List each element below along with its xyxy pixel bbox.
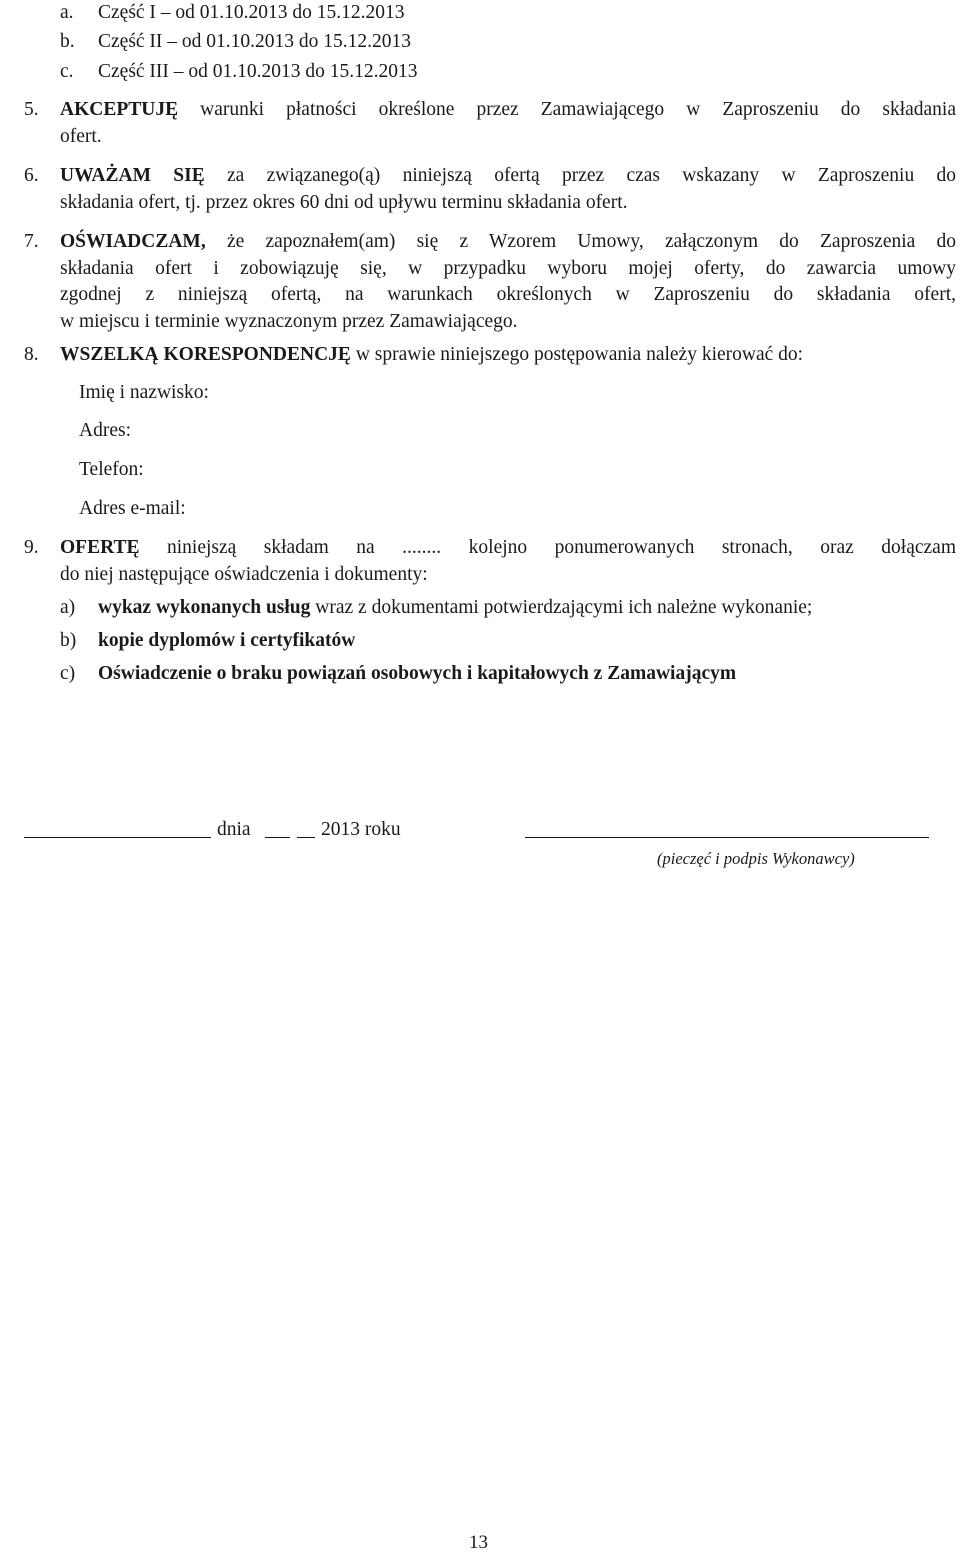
field-name-label: Imię i nazwisko:	[79, 382, 209, 403]
item-5-bold: AKCEPTUJĘ	[60, 99, 179, 120]
doc-a-text	[98, 595, 812, 621]
doc-a-rest: wraz z dokumentami potwierdzającymi ich należne wykonanie;	[315, 597, 813, 618]
place-blank-line	[24, 837, 211, 838]
doc-c-marker: c)	[60, 663, 76, 684]
item-7-text-1: że zapoznałem(am) się z Wzorem Umowy, załączonym do Zaproszenia do	[226, 231, 957, 252]
item-7-number: 7.	[24, 231, 39, 252]
item-9-bold: OFERTĘ	[60, 537, 140, 558]
part-a-text: Część I – od 01.10.2013 do 15.12.2013	[98, 2, 405, 23]
doc-b-text: kopie dyplomów i certyfikatów	[98, 630, 356, 651]
item-8-number: 8.	[24, 344, 39, 365]
field-address-label: Adres:	[79, 420, 131, 441]
part-c-marker: c.	[60, 61, 74, 82]
item-8-bold: WSZELKĄ KORESPONDENCJĘ	[60, 344, 351, 365]
item-9-line-1	[60, 535, 956, 561]
part-c-text: Część III – od 01.10.2013 do 15.12.2013	[98, 61, 418, 82]
item-7-line-3: zgodnej z niniejszą ofertą, na warunkach określonych w Zaproszeniu do składania ofert,	[60, 284, 956, 305]
doc-b-marker: b)	[60, 630, 77, 651]
signature-blank-line	[525, 837, 929, 838]
item-7-line-2: składania ofert i zobowiązuję się, w przypadku wyboru mojej oferty, do zawarcia umowy	[60, 258, 956, 279]
field-phone-label: Telefon:	[79, 459, 144, 480]
doc-c-text: Oświadczenie o braku powiązań osobowych i kapitałowych z Zamawiającym	[98, 663, 737, 684]
doc-a-bold: wykaz wykonanych usług	[98, 597, 311, 618]
signature-caption: (pieczęć i podpis Wykonawcy)	[657, 849, 855, 868]
item-6-text-1: za związanego(ą) niniejszą ofertą przez czas wskazany w Zaproszeniu do	[227, 165, 957, 186]
item-9-line-2: do niej następujące oświadczenia i dokumenty:	[60, 564, 428, 585]
item-9-text-1: niniejszą składam na ........ kolejno ponumerowanych stronach, oraz dołączam	[167, 537, 957, 558]
item-7-line-4: w miejscu i terminie wyznaczonym przez Zamawiającego.	[60, 311, 518, 332]
item-8-line-1	[60, 342, 803, 368]
item-8-text: w sprawie niniejszego postępowania należy kierować do:	[355, 344, 804, 365]
item-7-line-1	[60, 229, 956, 255]
day-label: dnia	[217, 819, 251, 840]
year-label: 2013 roku	[321, 819, 401, 840]
field-email-label: Adres e-mail:	[79, 498, 186, 519]
item-7-bold: OŚWIADCZAM,	[60, 231, 206, 252]
item-5-line-1	[60, 97, 956, 123]
item-6-line-2: składania ofert, tj. przez okres 60 dni od upływu terminu składania ofert.	[60, 192, 628, 213]
item-5-line-2: ofert.	[60, 126, 102, 147]
item-9-number: 9.	[24, 537, 39, 558]
month-blank-line	[297, 837, 315, 838]
part-a-marker: a.	[60, 2, 74, 23]
page-number: 13	[469, 1532, 488, 1553]
item-6-number: 6.	[24, 165, 39, 186]
item-5-number: 5.	[24, 99, 39, 120]
part-b-marker: b.	[60, 31, 75, 52]
item-5-text-1: warunki płatności określone przez Zamawiającego w Zaproszeniu do składania	[200, 99, 956, 120]
item-6-line-1	[60, 163, 956, 189]
item-6-bold: UWAŻAM SIĘ	[60, 165, 205, 186]
part-b-text: Część II – od 01.10.2013 do 15.12.2013	[98, 31, 412, 52]
day-blank-line	[265, 837, 290, 838]
doc-a-marker: a)	[60, 597, 76, 618]
